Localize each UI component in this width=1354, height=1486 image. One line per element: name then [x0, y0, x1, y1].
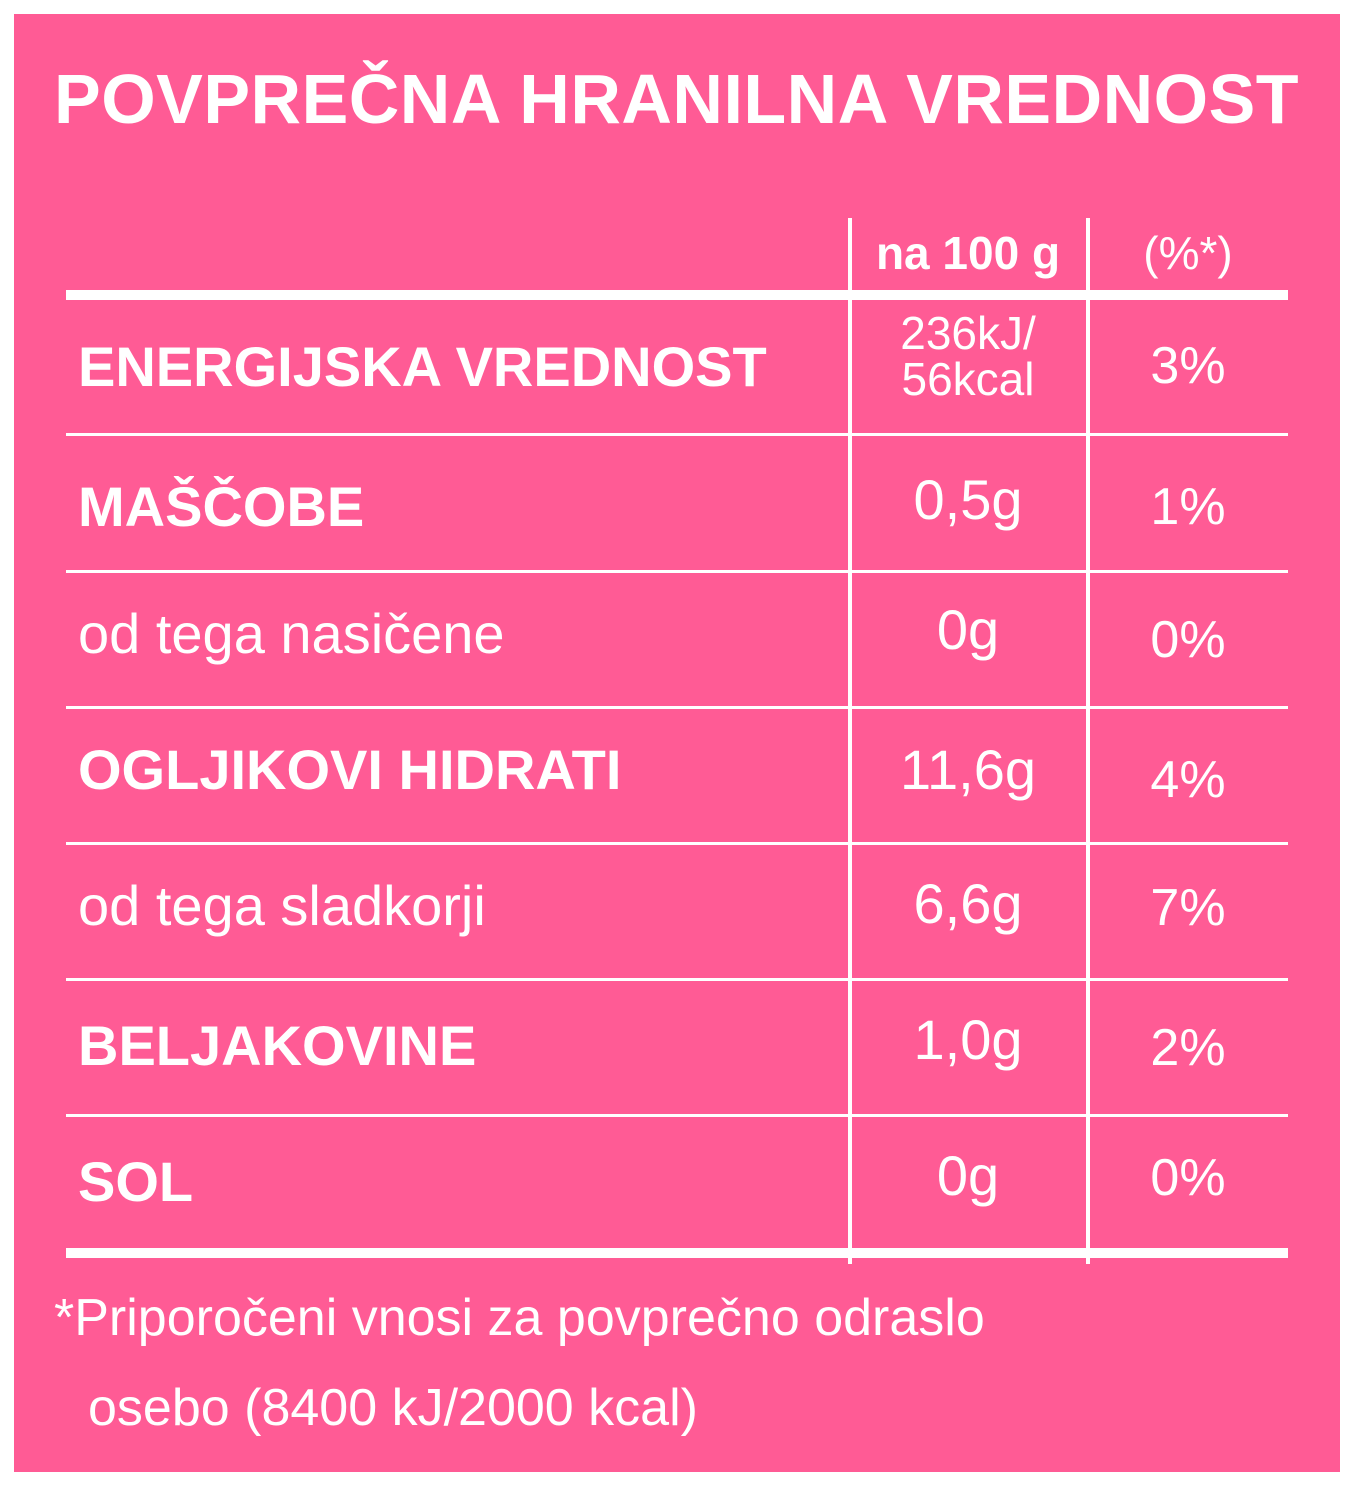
header-rule: [66, 290, 1288, 300]
row-percent-protein: 2%: [1150, 1019, 1226, 1077]
row-label-carbohydrates: OGLJIKOVI HIDRATI: [78, 738, 622, 801]
row-value-protein: 1,0g: [913, 1008, 1023, 1071]
row-value-fat: 0,5g: [913, 468, 1023, 531]
row-percent-salt: 0%: [1150, 1149, 1226, 1207]
row-percent-carbohydrates: 4%: [1150, 751, 1226, 809]
column-header-per-100g: na 100 g: [875, 227, 1061, 279]
row-label-salt: SOL: [78, 1150, 194, 1213]
row-label-saturated: od tega nasičene: [78, 602, 505, 665]
row-divider: [66, 570, 1288, 573]
row-value-saturated: 0g: [936, 598, 1000, 661]
energy-kj: 236kJ/: [900, 307, 1036, 359]
row-label-energy: ENERGIJSKA VREDNOST: [78, 335, 767, 398]
row-divider: [66, 842, 1288, 845]
footer-rule: [66, 1248, 1288, 1258]
row-value-energy: [850, 307, 1086, 405]
row-percent-fat: 1%: [1150, 478, 1226, 536]
row-label-fat: MAŠČOBE: [78, 475, 365, 538]
column-header-percent: (%*): [1143, 227, 1233, 279]
row-percent-sugars: 7%: [1150, 879, 1226, 937]
nutrition-label-panel: [14, 14, 1340, 1472]
energy-kcal: 56kcal: [901, 353, 1035, 405]
row-value-sugars: 6,6g: [913, 872, 1023, 935]
row-value-carbohydrates: 11,6g: [900, 738, 1036, 801]
footnote-line-1: *Priporočeni vnosi za povprečno odraslo: [54, 1289, 985, 1347]
footnote-line-2: osebo (8400 kJ/2000 kcal): [88, 1379, 698, 1437]
row-percent-energy: 3%: [1150, 337, 1226, 395]
row-divider: [66, 1114, 1288, 1117]
row-label-protein: BELJAKOVINE: [78, 1014, 477, 1077]
row-percent-saturated: 0%: [1150, 611, 1226, 669]
row-divider: [66, 433, 1288, 436]
label-title: POVPREČNA HRANILNA VREDNOST: [54, 60, 1300, 138]
row-divider: [66, 706, 1288, 709]
row-value-salt: 0g: [936, 1144, 1000, 1207]
row-label-sugars: od tega sladkorji: [78, 874, 486, 937]
row-divider: [66, 978, 1288, 981]
